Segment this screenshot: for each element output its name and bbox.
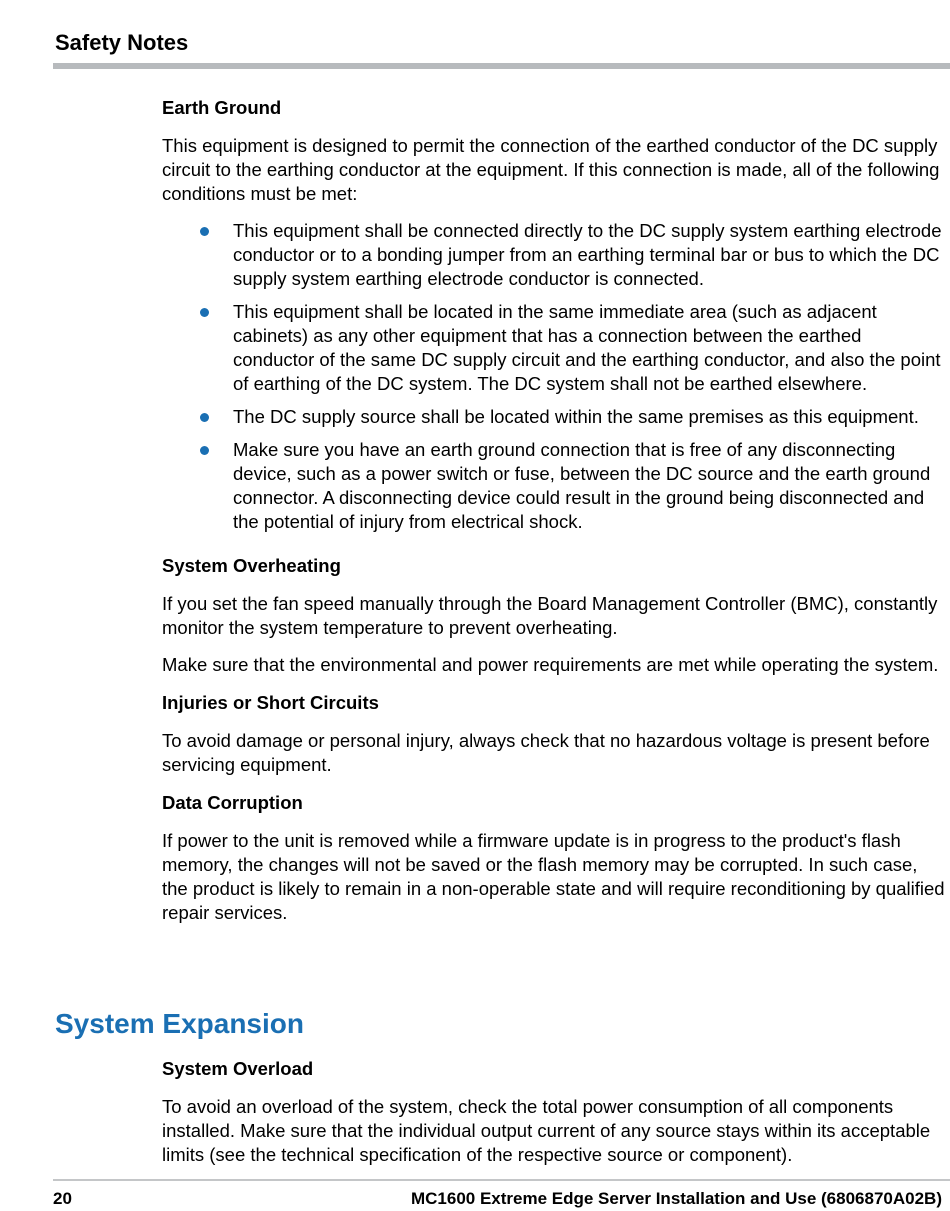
system-overheating-text-2: Make sure that the environmental and power requirements are met while operating the system.: [162, 654, 939, 675]
bullet-icon: [200, 227, 209, 236]
earth-ground-heading: Earth Ground: [162, 97, 282, 118]
list-item-text: This equipment shall be connected directly to the DC supply system earthing electrode conductor or to a bonding jumper from an earthing terminal bar or bus to which the DC supply system earthing electrode conductor is connected.: [233, 220, 942, 289]
header-divider: [53, 63, 950, 69]
earth-ground-intro: This equipment is designed to permit the connection of the earthed conductor of the DC supply circuit to the earthing conductor at the equipment. If this connection is made, all of the following conditions must be met:: [162, 135, 940, 204]
system-expansion-heading: System Expansion: [55, 1008, 304, 1039]
list-item-text: This equipment shall be located in the same immediate area (such as adjacent cabinets) as any other equipment that has a connection between the earthed conductor of the same DC supply circuit and the earthing conductor, and also the point of earthing of the DC system. The DC system shall not be earthed elsewhere.: [233, 301, 941, 394]
list-item: [162, 438, 947, 534]
list-item: [162, 405, 947, 429]
page-header-title: Safety Notes: [55, 30, 189, 55]
footer-doc-title: MC1600 Extreme Edge Server Installation and Use (6806870A02B): [410, 1189, 942, 1208]
bullet-icon: [200, 446, 209, 455]
system-overload-heading: System Overload: [162, 1058, 314, 1079]
list-item: [162, 300, 947, 396]
bullet-icon: [200, 308, 209, 317]
data-corruption-text: If power to the unit is removed while a firmware update is in progress to the product's flash memory, the changes will not be saved or the flash memory may be corrupted. In such case, the product is likely to remain in a non-operable state and will require reconditioning by qualified repair services.: [162, 830, 945, 923]
data-corruption-heading: Data Corruption: [162, 792, 303, 813]
earth-ground-conditions-list: [162, 219, 947, 534]
injuries-text: To avoid damage or personal injury, always check that no hazardous voltage is present before servicing equipment.: [162, 730, 930, 775]
system-overload-text: To avoid an overload of the system, check the total power consumption of all components installed. Make sure that the individual output current of any source stays within its acceptable limits (see the technical specification of the respective source or component).: [162, 1096, 931, 1165]
system-overheating-text: If you set the fan speed manually through the Board Management Controller (BMC), constantly monitor the system temperature to prevent overheating.: [162, 593, 938, 638]
page-number: 20: [53, 1189, 72, 1208]
list-item-text: The DC supply source shall be located within the same premises as this equipment.: [233, 406, 919, 427]
list-item: [162, 219, 947, 291]
system-expansion-content: [162, 1057, 947, 1180]
injuries-heading: Injuries or Short Circuits: [162, 692, 379, 713]
list-item-text: Make sure you have an earth ground connection that is free of any disconnecting device, such as a power switch or fuse, between the DC source and the earth ground connector. A disconnecting device could result in the ground being disconnected and the potential of injury from electrical shock.: [233, 439, 931, 532]
system-overheating-heading: System Overheating: [162, 555, 341, 576]
bullet-icon: [200, 413, 209, 422]
safety-notes-content: [162, 96, 947, 938]
footer-divider: [53, 1179, 950, 1181]
